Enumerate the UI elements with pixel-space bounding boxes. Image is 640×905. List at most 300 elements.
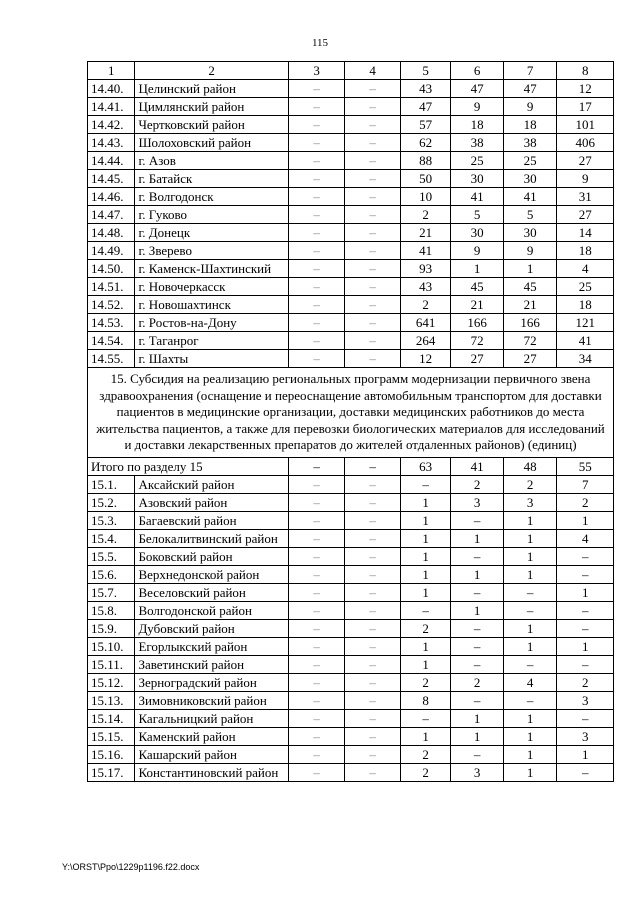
table-cell: Константиновский район xyxy=(135,763,288,781)
table-cell: 14.53. xyxy=(88,314,135,332)
table-cell: – xyxy=(451,619,503,637)
table-row xyxy=(88,260,614,278)
table-cell: – xyxy=(345,673,401,691)
table-cell: г. Ростов-на-Дону xyxy=(135,314,288,332)
table-cell: 14.55. xyxy=(88,350,135,368)
table-row xyxy=(88,80,614,98)
table-cell: – xyxy=(288,98,345,116)
table-cell: – xyxy=(345,709,401,727)
table-row xyxy=(88,98,614,116)
table-cell: 14.52. xyxy=(88,296,135,314)
table-cell: 14.45. xyxy=(88,170,135,188)
table-cell: 47 xyxy=(400,98,450,116)
table-cell: – xyxy=(288,727,345,745)
table-cell: 1 xyxy=(503,763,557,781)
table-cell: 30 xyxy=(451,224,503,242)
table-row xyxy=(88,547,614,565)
table-row xyxy=(88,583,614,601)
table-cell: Дубовский район xyxy=(135,619,288,637)
table-row xyxy=(88,565,614,583)
table-row xyxy=(88,691,614,709)
table-cell: Цимлянский район xyxy=(135,98,288,116)
table-cell: – xyxy=(288,511,345,529)
table-cell: 1 xyxy=(400,637,450,655)
table-cell: – xyxy=(345,727,401,745)
table-cell: – xyxy=(557,709,614,727)
table-cell: Верхнедонской район xyxy=(135,565,288,583)
table-cell: 14 xyxy=(557,224,614,242)
table-cell: 2 xyxy=(135,62,288,80)
table-cell: – xyxy=(288,601,345,619)
table-cell: 14.50. xyxy=(88,260,135,278)
table-cell: 1 xyxy=(557,583,614,601)
table-cell: Зимовниковский район xyxy=(135,691,288,709)
table-cell: – xyxy=(451,745,503,763)
table-row xyxy=(88,655,614,673)
table-cell: – xyxy=(345,350,401,368)
table-cell: Заветинский район xyxy=(135,655,288,673)
table-cell: 3 xyxy=(557,691,614,709)
table-cell: – xyxy=(288,709,345,727)
table-cell: 41 xyxy=(557,332,614,350)
table-cell: г. Таганрог xyxy=(135,332,288,350)
table-cell: – xyxy=(557,565,614,583)
table-cell: 62 xyxy=(400,134,450,152)
table-cell: 2 xyxy=(503,475,557,493)
table-cell: 166 xyxy=(503,314,557,332)
table-row xyxy=(88,242,614,260)
table-cell: 3 xyxy=(288,62,345,80)
file-path-footer: Y:\ORST\Ppo\1229p1196.f22.docx xyxy=(62,862,200,872)
table-cell: 8 xyxy=(557,62,614,80)
table-cell: 45 xyxy=(503,278,557,296)
table-cell: 72 xyxy=(503,332,557,350)
table-cell: Каменский район xyxy=(135,727,288,745)
table-cell: 406 xyxy=(557,134,614,152)
table-cell: 1 xyxy=(400,493,450,511)
table-row xyxy=(88,278,614,296)
table-row xyxy=(88,745,614,763)
table-cell: г. Азов xyxy=(135,152,288,170)
table-cell: 15.10. xyxy=(88,637,135,655)
table-cell: – xyxy=(451,655,503,673)
table-cell: Чертковский район xyxy=(135,116,288,134)
table-row xyxy=(88,206,614,224)
table-cell: г. Донецк xyxy=(135,224,288,242)
table-cell: 15.5. xyxy=(88,547,135,565)
table-cell: – xyxy=(345,601,401,619)
table-cell: 41 xyxy=(451,457,503,475)
table-cell: – xyxy=(288,673,345,691)
table-cell: 2 xyxy=(451,475,503,493)
table-cell: – xyxy=(288,170,345,188)
table-cell: – xyxy=(345,116,401,134)
table-cell: 15.9. xyxy=(88,619,135,637)
table-cell: 38 xyxy=(503,134,557,152)
table-row xyxy=(88,116,614,134)
table-cell: 14.51. xyxy=(88,278,135,296)
table-cell: – xyxy=(288,475,345,493)
table-cell: – xyxy=(288,655,345,673)
table-cell: 14.41. xyxy=(88,98,135,116)
table-cell: 1 xyxy=(557,745,614,763)
page-number: 115 xyxy=(311,37,329,49)
table-cell: 47 xyxy=(503,80,557,98)
table-cell: г. Новочеркасск xyxy=(135,278,288,296)
table-cell: – xyxy=(345,655,401,673)
table-cell: – xyxy=(288,350,345,368)
table-cell: 15.15. xyxy=(88,727,135,745)
table-cell: – xyxy=(288,296,345,314)
table-cell: 1 xyxy=(503,619,557,637)
table-cell: 2 xyxy=(400,619,450,637)
table-cell: 9 xyxy=(503,98,557,116)
table-cell: 30 xyxy=(451,170,503,188)
table-row xyxy=(88,673,614,691)
table-cell: 101 xyxy=(557,116,614,134)
table-cell: 5 xyxy=(451,206,503,224)
table-cell: 1 xyxy=(400,511,450,529)
table-cell: – xyxy=(345,583,401,601)
table-cell: 21 xyxy=(400,224,450,242)
table-cell: 93 xyxy=(400,260,450,278)
table-cell: 15.12. xyxy=(88,673,135,691)
table-cell: 27 xyxy=(557,152,614,170)
table-cell: 18 xyxy=(451,116,503,134)
table-cell: 9 xyxy=(451,242,503,260)
table-row xyxy=(88,475,614,493)
table-cell: 15.3. xyxy=(88,511,135,529)
table-cell: – xyxy=(345,152,401,170)
table-cell: – xyxy=(345,314,401,332)
table-cell: – xyxy=(557,619,614,637)
table-cell: 2 xyxy=(557,493,614,511)
table-cell: 4 xyxy=(345,62,401,80)
table-cell: 38 xyxy=(451,134,503,152)
table-cell: 15.6. xyxy=(88,565,135,583)
table-cell: 264 xyxy=(400,332,450,350)
table-row xyxy=(88,601,614,619)
table-cell: 15.11. xyxy=(88,655,135,673)
table-row xyxy=(88,511,614,529)
table-cell: – xyxy=(288,763,345,781)
table-cell: – xyxy=(503,583,557,601)
table-cell: – xyxy=(400,475,450,493)
table-cell: 1 xyxy=(451,727,503,745)
table-cell: 30 xyxy=(503,170,557,188)
table-cell: Белокалитвинский район xyxy=(135,529,288,547)
table-cell: 45 xyxy=(451,278,503,296)
table-cell: – xyxy=(345,475,401,493)
table-cell: 14.42. xyxy=(88,116,135,134)
table-cell: – xyxy=(345,529,401,547)
table-cell: 27 xyxy=(503,350,557,368)
table-cell: 1 xyxy=(503,547,557,565)
table-cell: – xyxy=(345,98,401,116)
table-cell: – xyxy=(503,655,557,673)
table-cell: 2 xyxy=(557,673,614,691)
table-cell: 5 xyxy=(400,62,450,80)
table-cell: Кашарский район xyxy=(135,745,288,763)
table-cell: Егорлыкский район xyxy=(135,637,288,655)
table-cell: 1 xyxy=(503,260,557,278)
table-cell: г. Батайск xyxy=(135,170,288,188)
table-cell: – xyxy=(288,152,345,170)
section-title-row xyxy=(88,368,614,458)
table-row xyxy=(88,350,614,368)
table-cell: 1 xyxy=(400,547,450,565)
table-row xyxy=(88,188,614,206)
table-cell: 1 xyxy=(400,565,450,583)
table-cell: 4 xyxy=(557,260,614,278)
table-cell: 1 xyxy=(503,511,557,529)
table-cell: г. Каменск-Шахтинский xyxy=(135,260,288,278)
table-cell: 4 xyxy=(557,529,614,547)
table-cell: – xyxy=(288,314,345,332)
table-cell: 41 xyxy=(503,188,557,206)
table-cell: – xyxy=(288,565,345,583)
table-cell: – xyxy=(288,457,345,475)
table-cell: 88 xyxy=(400,152,450,170)
table-cell: 1 xyxy=(503,727,557,745)
table-row xyxy=(88,709,614,727)
table-cell: 1 xyxy=(451,601,503,619)
table-cell: 43 xyxy=(400,278,450,296)
table-cell: 3 xyxy=(451,493,503,511)
table-cell: 15.8. xyxy=(88,601,135,619)
table-body xyxy=(88,62,614,782)
table-cell: 15.1. xyxy=(88,475,135,493)
table-cell: – xyxy=(345,691,401,709)
table-cell: г. Гуково xyxy=(135,206,288,224)
table-cell: – xyxy=(288,242,345,260)
table-cell: 50 xyxy=(400,170,450,188)
table-row xyxy=(88,314,614,332)
table-cell: Целинский район xyxy=(135,80,288,98)
table-cell: 1 xyxy=(503,637,557,655)
table-cell: 1 xyxy=(451,529,503,547)
table-cell: 14.47. xyxy=(88,206,135,224)
table-cell: – xyxy=(345,511,401,529)
table-cell: Аксайский район xyxy=(135,475,288,493)
table-cell: 2 xyxy=(451,673,503,691)
table-cell: – xyxy=(288,529,345,547)
table-row xyxy=(88,152,614,170)
table-cell: – xyxy=(345,565,401,583)
table-row xyxy=(88,134,614,152)
table-cell: – xyxy=(288,583,345,601)
table-cell: 3 xyxy=(557,727,614,745)
table-cell: 14.44. xyxy=(88,152,135,170)
table-row xyxy=(88,529,614,547)
table-cell: 15. Субсидия на реализацию региональных программ модернизации первичного звена здравоохранения (оснащение и переоснащение автомобильным транспортом для доставки пациентов в медицинские организации, доставки медицинских работников до места жительства пациентов, а также для перевозки биологических материалов для исследований и доставки лекарственных препаратов до жителей отдаленных районов) (единиц) xyxy=(88,368,614,458)
table-cell: – xyxy=(288,691,345,709)
table-cell: – xyxy=(451,511,503,529)
table-cell: 14.40. xyxy=(88,80,135,98)
table-cell: 57 xyxy=(400,116,450,134)
table-cell: 41 xyxy=(451,188,503,206)
table-cell: – xyxy=(345,242,401,260)
table-cell: – xyxy=(345,170,401,188)
table-cell: 55 xyxy=(557,457,614,475)
table-cell: – xyxy=(503,691,557,709)
table-cell: – xyxy=(288,745,345,763)
table-cell: 72 xyxy=(451,332,503,350)
table-cell: 14.54. xyxy=(88,332,135,350)
table-cell: Кагальницкий район xyxy=(135,709,288,727)
data-table xyxy=(87,61,614,782)
table-row xyxy=(88,727,614,745)
table-cell: 14.43. xyxy=(88,134,135,152)
table-cell: – xyxy=(345,296,401,314)
table-cell: 18 xyxy=(557,296,614,314)
table-cell: 10 xyxy=(400,188,450,206)
table-cell: – xyxy=(345,224,401,242)
table-cell: 14.46. xyxy=(88,188,135,206)
table-cell: 7 xyxy=(557,475,614,493)
table-cell: г. Волгодонск xyxy=(135,188,288,206)
table-cell: г. Шахты xyxy=(135,350,288,368)
table-row xyxy=(88,224,614,242)
table-cell: г. Новошахтинск xyxy=(135,296,288,314)
table-cell: – xyxy=(288,332,345,350)
table-cell: 21 xyxy=(451,296,503,314)
table-header-row xyxy=(88,62,614,80)
table-cell: – xyxy=(345,80,401,98)
table-cell: 41 xyxy=(400,242,450,260)
table-cell: 1 xyxy=(503,745,557,763)
table-cell: Багаевский район xyxy=(135,511,288,529)
table-cell: – xyxy=(451,583,503,601)
table-row xyxy=(88,637,614,655)
total-row xyxy=(88,457,614,475)
table-cell: 1 xyxy=(400,583,450,601)
table-cell: Итого по разделу 15 xyxy=(88,457,289,475)
table-cell: 1 xyxy=(451,565,503,583)
table-cell: 17 xyxy=(557,98,614,116)
table-cell: 1 xyxy=(503,565,557,583)
table-cell: – xyxy=(345,493,401,511)
table-cell: Веселовский район xyxy=(135,583,288,601)
table-cell: Азовский район xyxy=(135,493,288,511)
table-cell: – xyxy=(345,637,401,655)
table-cell: 27 xyxy=(557,206,614,224)
table-cell: – xyxy=(345,260,401,278)
table-cell: – xyxy=(400,601,450,619)
table-cell: Зерноградский район xyxy=(135,673,288,691)
table-row xyxy=(88,493,614,511)
table-cell: – xyxy=(288,188,345,206)
table-cell: 15.17. xyxy=(88,763,135,781)
table-cell: 2 xyxy=(400,763,450,781)
table-cell: – xyxy=(557,763,614,781)
table-cell: 1 xyxy=(503,709,557,727)
table-cell: – xyxy=(288,224,345,242)
table-cell: 121 xyxy=(557,314,614,332)
table-cell: – xyxy=(288,206,345,224)
table-cell: 641 xyxy=(400,314,450,332)
table-row xyxy=(88,619,614,637)
table-cell: 9 xyxy=(451,98,503,116)
table-cell: 15.2. xyxy=(88,493,135,511)
table-cell: 31 xyxy=(557,188,614,206)
table-cell: – xyxy=(288,80,345,98)
table-cell: 47 xyxy=(451,80,503,98)
table-cell: – xyxy=(345,457,401,475)
table-cell: 14.48. xyxy=(88,224,135,242)
table-cell: – xyxy=(345,278,401,296)
table-cell: 14.49. xyxy=(88,242,135,260)
table-cell: – xyxy=(400,709,450,727)
table-cell: – xyxy=(345,188,401,206)
table-cell: – xyxy=(451,547,503,565)
table-cell: 1 xyxy=(400,655,450,673)
table-cell: 2 xyxy=(400,673,450,691)
table-cell: – xyxy=(451,637,503,655)
table-cell: – xyxy=(288,547,345,565)
table-cell: 1 xyxy=(451,260,503,278)
table-cell: 1 xyxy=(400,529,450,547)
table-cell: – xyxy=(288,619,345,637)
table-cell: 166 xyxy=(451,314,503,332)
table-cell: 9 xyxy=(557,170,614,188)
table-cell: 1 xyxy=(88,62,135,80)
table-cell: 12 xyxy=(400,350,450,368)
table-cell: 25 xyxy=(557,278,614,296)
table-cell: – xyxy=(345,134,401,152)
table-cell: 2 xyxy=(400,745,450,763)
table-cell: 2 xyxy=(400,296,450,314)
table-cell: – xyxy=(288,493,345,511)
table-cell: – xyxy=(557,547,614,565)
table-cell: 4 xyxy=(503,673,557,691)
table-cell: 30 xyxy=(503,224,557,242)
table-cell: 3 xyxy=(451,763,503,781)
table-cell: 1 xyxy=(451,709,503,727)
table-cell: – xyxy=(288,134,345,152)
table-cell: 15.13. xyxy=(88,691,135,709)
table-cell: г. Зверево xyxy=(135,242,288,260)
table-cell: – xyxy=(345,619,401,637)
table-cell: – xyxy=(288,637,345,655)
table-cell: 5 xyxy=(503,206,557,224)
table-cell: 48 xyxy=(503,457,557,475)
table-cell: – xyxy=(288,278,345,296)
table-cell: – xyxy=(451,691,503,709)
table-cell: 15.4. xyxy=(88,529,135,547)
table-cell: 1 xyxy=(400,727,450,745)
table-cell: – xyxy=(503,601,557,619)
table-cell: 15.16. xyxy=(88,745,135,763)
table-cell: 25 xyxy=(503,152,557,170)
table-cell: 15.14. xyxy=(88,709,135,727)
table-cell: 3 xyxy=(503,493,557,511)
table-cell: 34 xyxy=(557,350,614,368)
table-cell: 6 xyxy=(451,62,503,80)
table-cell: – xyxy=(288,260,345,278)
table-cell: 21 xyxy=(503,296,557,314)
table-cell: 18 xyxy=(503,116,557,134)
table-cell: 63 xyxy=(400,457,450,475)
table-cell: – xyxy=(557,655,614,673)
table-cell: – xyxy=(557,601,614,619)
table-cell: 1 xyxy=(503,529,557,547)
table-cell: – xyxy=(288,116,345,134)
table-row xyxy=(88,170,614,188)
table-cell: 43 xyxy=(400,80,450,98)
table-cell: Волгодонской район xyxy=(135,601,288,619)
table-cell: – xyxy=(345,745,401,763)
